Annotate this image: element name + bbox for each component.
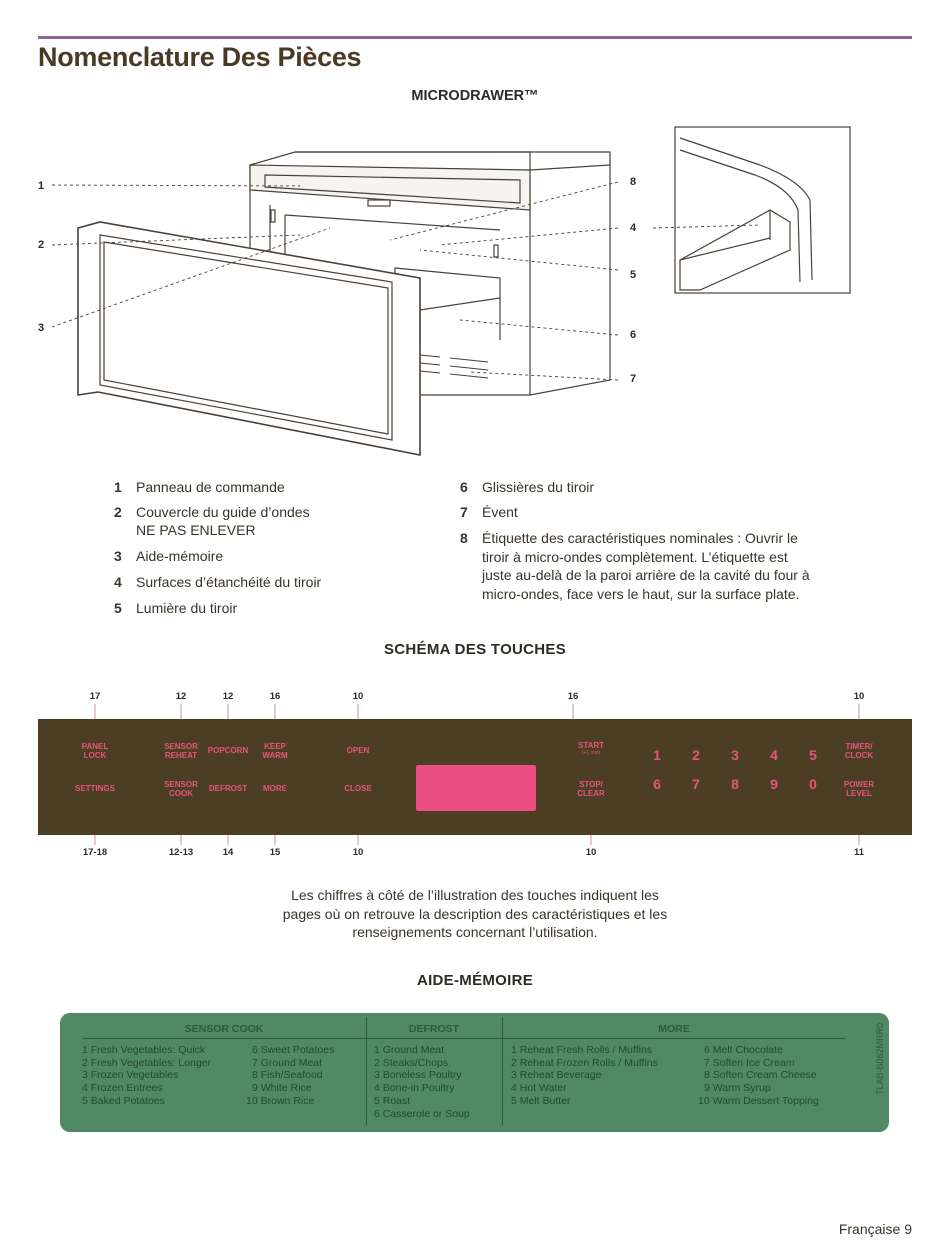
digit-9-button[interactable]: 9	[770, 776, 778, 792]
more-button[interactable]: MORE	[263, 784, 287, 793]
page-ref-keep-warm: 16	[269, 691, 281, 702]
start-button[interactable]: START (+1 min)	[577, 741, 605, 756]
panel-lock-button[interactable]: PANEL LOCK	[81, 742, 109, 760]
defrost-header: DEFROST	[408, 1023, 460, 1035]
digit-2-button[interactable]: 2	[692, 747, 700, 763]
header-divider	[82, 1038, 846, 1039]
callout-8: 8	[630, 176, 637, 188]
control-panel	[38, 719, 912, 835]
page-ref-sensor-reheat: 12	[175, 691, 187, 702]
page-ref-popcorn: 12	[222, 691, 234, 702]
sensor-cook-list-1: 1 Fresh Vegetables: Quick 2 Fresh Vegetables: Longer 3 Frozen Vegetables 4 Frozen Entrees 5 Baked Potatoes	[82, 1044, 212, 1107]
page-ref-defrost: 14	[222, 847, 234, 858]
column-divider-1	[366, 1017, 367, 1125]
settings-button[interactable]: SETTINGS	[74, 784, 115, 793]
sensor-cook-list-2: 6 Sweet Potatoes 7 Ground Meat 8 Fish/Seafood 9 White Rice 10 Brown Rice	[246, 1044, 335, 1107]
open-button[interactable]: OPEN	[346, 746, 370, 755]
more-list-2: 6 Melt Chocolate 7 Soften Ice Cream 8 Soften Cream Cheese 9 Warm Syrup 10 Warm Dessert Topping	[698, 1044, 819, 1107]
sensor-cook-header: SENSOR COOK	[184, 1023, 264, 1035]
callout-5: 5	[630, 269, 637, 281]
defrost-button[interactable]: DEFROST	[208, 784, 248, 793]
stop-clear-button[interactable]: STOP/ CLEAR	[577, 780, 605, 798]
callout-1: 1	[38, 180, 45, 192]
more-list-1: 1 Reheat Fresh Rolls / Muffins 2 Reheat Frozen Rolls / Muffins 3 Reheat Beverage 4 Hot Water 5 Melt Butter	[511, 1044, 658, 1107]
page-ref-settings: 17-18	[82, 847, 108, 858]
callout-4: 4	[630, 222, 637, 234]
page-ref-start: 16	[567, 691, 579, 702]
page-title: Nomenclature Des Pièces	[38, 42, 362, 72]
timer-clock-button[interactable]: TIMER/ CLOCK	[844, 742, 874, 760]
popcorn-button[interactable]: POPCORN	[207, 746, 249, 755]
page-ref-panel-lock: 17	[89, 691, 101, 702]
callout-7: 7	[630, 373, 637, 385]
callout-6: 6	[630, 329, 637, 341]
defrost-list: 1 Ground Meat 2 Steaks/Chops 3 Boneless Poultry 4 Bone-in Poultry 5 Roast 6 Casserole or Soup	[374, 1044, 470, 1120]
page-ref-power-level: 11	[853, 847, 865, 858]
digit-0-button[interactable]: 0	[809, 776, 817, 792]
digit-5-button[interactable]: 5	[809, 747, 817, 763]
page-footer: Française 9	[838, 1221, 912, 1237]
touch-schematic-heading: SCHÉMA DES TOUCHES	[383, 641, 567, 658]
digit-4-button[interactable]: 4	[770, 747, 778, 763]
diagram-subtitle: MICRODRAWER™	[411, 88, 539, 104]
sensor-cook-button[interactable]: SENSOR COOK	[164, 780, 198, 798]
power-level-button[interactable]: POWER LEVEL	[843, 780, 875, 798]
page-ref-close: 10	[352, 847, 364, 858]
digit-7-button[interactable]: 7	[692, 776, 700, 792]
aide-memoire-card	[60, 1013, 889, 1132]
digit-1-button[interactable]: 1	[653, 747, 661, 763]
page-ref-open: 10	[352, 691, 364, 702]
digit-8-button[interactable]: 8	[731, 776, 739, 792]
digit-3-button[interactable]: 3	[731, 747, 739, 763]
top-rule	[38, 36, 912, 39]
page-ref-stop-clear: 10	[585, 847, 597, 858]
page-ref-timer-clock: 10	[853, 691, 865, 702]
touch-note: Les chiffres à côté de l’illustration des touches indiquent les pages où on retrouve la description des caractéristiques et les renseignements concernant l’utilisation.	[282, 887, 668, 940]
display-window	[416, 765, 536, 811]
column-divider-2	[502, 1017, 503, 1125]
digit-6-button[interactable]: 6	[653, 776, 661, 792]
sensor-reheat-button[interactable]: SENSOR REHEAT	[164, 742, 198, 760]
page-ref-more: 15	[269, 847, 281, 858]
more-header: MORE	[658, 1023, 690, 1035]
microdrawer-illustration	[0, 110, 950, 470]
keep-warm-button[interactable]: KEEP WARM	[262, 742, 288, 760]
parts-list-right: 6 Glissières du tiroir 7 Évent 8 Étiquette des caractéristiques nominales : Ouvrir le tiroir à micro-ondes complètement. L’étiquette est juste au-delà de la paroi arrière de la cavité du four à micro-ondes, face vers le haut, sur la surface plate.	[460, 479, 810, 602]
callout-2: 2	[38, 239, 45, 251]
aide-memoire-heading: AIDE-MÉMOIRE	[416, 972, 534, 989]
parts-list-left: 1 Panneau de commande 2 Couvercle du guide d’ondes NE PAS ENLEVER 3 Aide-mémoire 4 Surfaces d’étanchéité du tiroir 5 Lumière du tiroir	[114, 479, 322, 616]
page-ref-sensor-cook: 12-13	[168, 847, 194, 858]
close-button[interactable]: CLOSE	[344, 784, 372, 793]
callout-3: 3	[38, 322, 45, 334]
model-code: TLAB-B062MRR0	[875, 1023, 885, 1096]
